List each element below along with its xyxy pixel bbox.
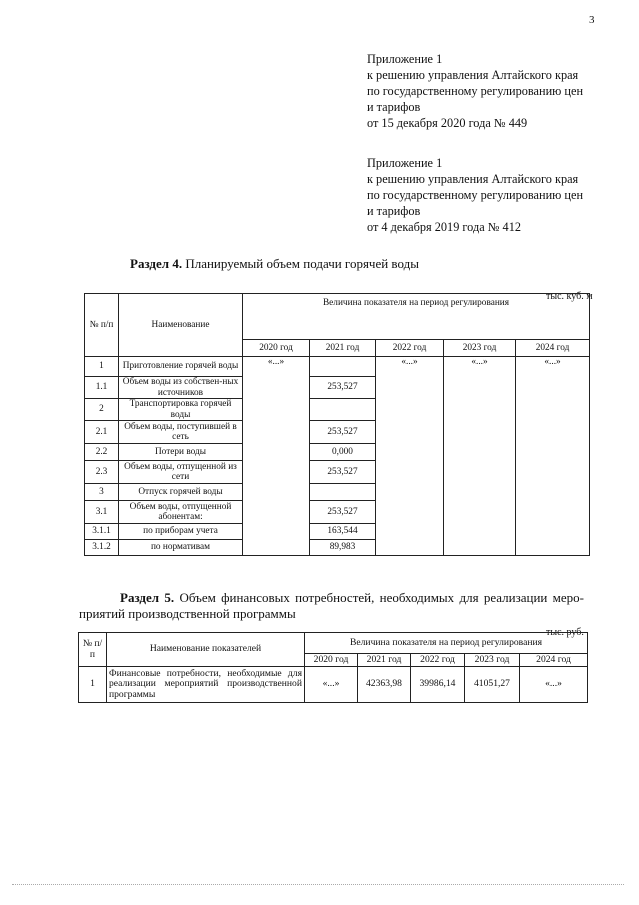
appendix-previous-line2: к решению управления Алтайского края — [367, 172, 579, 186]
section4-row8-name: Объем воды, отпущенной абонентам: — [119, 501, 243, 524]
section4-row10-num: 3.1.2 — [85, 540, 119, 556]
section4-row8-num: 3.1 — [85, 501, 119, 524]
section4-row1-num: 1 — [85, 357, 119, 377]
section4-label: Раздел 4. — [130, 256, 183, 271]
section4-year-2022: 2022 год — [376, 340, 444, 357]
section4-row10-2021: 89,983 — [310, 540, 376, 556]
section5-unit: тыс. руб. — [546, 627, 584, 638]
section5-year-2023: 2023 год — [465, 654, 520, 667]
section4-row6-2021: 253,527 — [310, 461, 376, 484]
section4-row4-name: Объем воды, поступившей в сеть — [119, 421, 243, 444]
section5-label: Раздел 5. — [120, 590, 175, 605]
section4-year-2020: 2020 год — [243, 340, 310, 357]
section4-row2-2021: 253,527 — [310, 377, 376, 399]
section4-cell-2023: «...» — [444, 357, 516, 377]
section4-row5-2021: 0,000 — [310, 444, 376, 461]
section4-cell-2022: «...» — [376, 357, 444, 377]
appendix-previous-line4: и тарифов — [367, 204, 421, 218]
section4-row7-2021 — [310, 484, 376, 501]
section5-table — [78, 632, 588, 703]
page-number: 3 — [589, 14, 595, 26]
section4-row5-name: Потери воды — [119, 444, 243, 461]
section5-header-num: № п/п — [79, 633, 107, 667]
section5-value-2024: «...» — [520, 667, 588, 703]
appendix-current-line1: Приложение 1 — [367, 52, 443, 66]
section5-title-line2: приятий производственной программы — [79, 606, 296, 621]
section4-row4-num: 2.1 — [85, 421, 119, 444]
section4-year-2024: 2024 год — [516, 340, 590, 357]
section4-row9-name: по приборам учета — [119, 524, 243, 540]
appendix-previous — [367, 155, 583, 235]
section4-row10-name: по нормативам — [119, 540, 243, 556]
section5-value-2020: «...» — [305, 667, 358, 703]
section4-year-2021: 2021 год — [310, 340, 376, 357]
section4-title: Планируемый объем подачи горячей воды — [185, 256, 419, 271]
section4-row4-2021: 253,527 — [310, 421, 376, 444]
appendix-previous-line3: по государственному регулированию цен — [367, 188, 584, 202]
section5-year-2024: 2024 год — [520, 654, 588, 667]
section4-unit: тыс. куб. м — [546, 291, 593, 302]
section4-year-2023: 2023 год — [444, 340, 516, 357]
appendix-current-line4: и тарифов — [367, 100, 421, 114]
section4-row2-name: Объем воды из собствен-ных источников — [119, 377, 243, 399]
section5-row-num: 1 — [79, 667, 107, 703]
section4-row6-num: 2.3 — [85, 461, 119, 484]
section5-heading-line1 — [79, 590, 584, 606]
section4-row6-name: Объем воды, отпущенной из сети — [119, 461, 243, 484]
section5-heading — [79, 590, 584, 622]
section5-year-2021: 2021 год — [358, 654, 411, 667]
section4-header-period: Величина показателя на период регулирования — [243, 294, 590, 340]
section5-title-line1: Объем финансовых потребностей, необходимых для реализации меро- — [179, 590, 585, 605]
appendix-previous-line1: Приложение 1 — [367, 156, 443, 170]
section4-row8-2021: 253,527 — [310, 501, 376, 524]
section4-cell-2024: «...» — [516, 357, 590, 377]
section4-row9-2021: 163,544 — [310, 524, 376, 540]
section4-row3-name: Транспортировка горячей воды — [119, 399, 243, 421]
section5-year-2022: 2022 год — [411, 654, 465, 667]
section5-year-2020: 2020 год — [305, 654, 358, 667]
section4-row3-num: 2 — [85, 399, 119, 421]
appendix-previous-line5: от 4 декабря 2019 года № 412 — [367, 220, 521, 234]
section5-header-name: Наименование показателей — [107, 633, 305, 667]
section4-row7-num: 3 — [85, 484, 119, 501]
appendix-current-line5: от 15 декабря 2020 года № 449 — [367, 116, 528, 130]
section4-row9-num: 3.1.1 — [85, 524, 119, 540]
section4-row3-2021 — [310, 399, 376, 421]
section4-row1-2021 — [310, 357, 376, 377]
section4-header-name: Наименование — [119, 294, 243, 357]
section5-row-name: Финансовые потребности, необходимые для реализации мероприятий производственной программы — [107, 667, 305, 703]
section4-table — [84, 293, 590, 556]
section4-header-num: № п/п — [85, 294, 119, 357]
section5-value-2022: 39986,14 — [411, 667, 465, 703]
section5-value-2023: 41051,27 — [465, 667, 520, 703]
section5-header-period: Величина показателя на период регулирования — [305, 633, 588, 654]
section4-row2-num: 1.1 — [85, 377, 119, 399]
section4-heading — [130, 256, 419, 272]
section4-row7-name: Отпуск горячей воды — [119, 484, 243, 501]
section5-value-2021: 42363,98 — [358, 667, 411, 703]
section4-row1-name: Приготовление горячей воды — [119, 357, 243, 377]
section4-cell-2020: «...» — [243, 357, 310, 377]
appendix-current-line2: к решению управления Алтайского края — [367, 68, 579, 82]
appendix-current — [367, 51, 583, 131]
page-footer-line — [12, 884, 624, 885]
appendix-current-line3: по государственному регулированию цен — [367, 84, 584, 98]
section4-row5-num: 2.2 — [85, 444, 119, 461]
